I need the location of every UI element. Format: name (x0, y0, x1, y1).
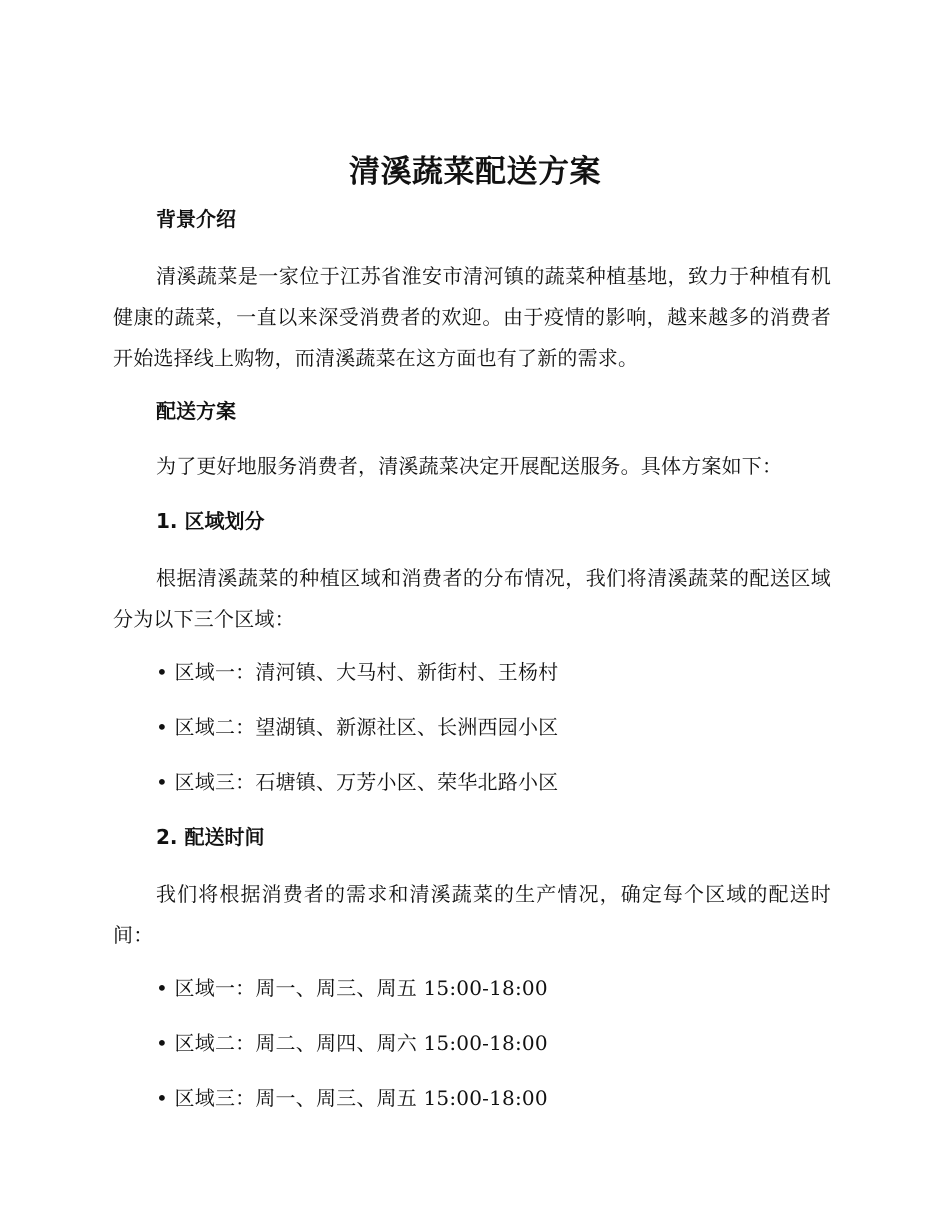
list-item: • 区域一：周一、周三、周五 15:00-18:00 (156, 976, 548, 1000)
list-item: • 区域三：周一、周三、周五 15:00-18:00 (156, 1086, 548, 1110)
list-item: • 区域二：望湖镇、新源社区、长洲西园小区 (156, 715, 559, 739)
list-item: • 区域一：清河镇、大马村、新街村、王杨村 (156, 660, 559, 684)
section-heading-plan: 配送方案 (156, 399, 236, 423)
background-paragraph: 清溪蔬菜是一家位于江苏省淮安市清河镇的蔬菜种植基地，致力于种植有机健康的蔬菜，一直以来深受消费者的欢迎。由于疫情的影响，越来越多的消费者开始选择线上购物，而清溪蔬菜在这方面也有了新的需求。 (113, 264, 831, 370)
section-heading-zones: 1. 区域划分 (156, 509, 265, 533)
section-heading-schedule: 2. 配送时间 (156, 825, 265, 849)
plan-intro-paragraph: 为了更好地服务消费者，清溪蔬菜决定开展配送服务。具体方案如下： (156, 454, 783, 478)
schedule-paragraph: 我们将根据消费者的需求和清溪蔬菜的生产情况，确定每个区域的配送时间： (113, 882, 831, 947)
list-item: • 区域二：周二、周四、周六 15:00-18:00 (156, 1031, 548, 1055)
zones-paragraph: 根据清溪蔬菜的种植区域和消费者的分布情况，我们将清溪蔬菜的配送区域分为以下三个区域： (113, 566, 831, 631)
list-item: • 区域三：石塘镇、万芳小区、荣华北路小区 (156, 770, 559, 794)
document-body (113, 201, 831, 1135)
document-title: 清溪蔬菜配送方案 (349, 154, 601, 190)
section-heading-background: 背景介绍 (156, 207, 236, 231)
